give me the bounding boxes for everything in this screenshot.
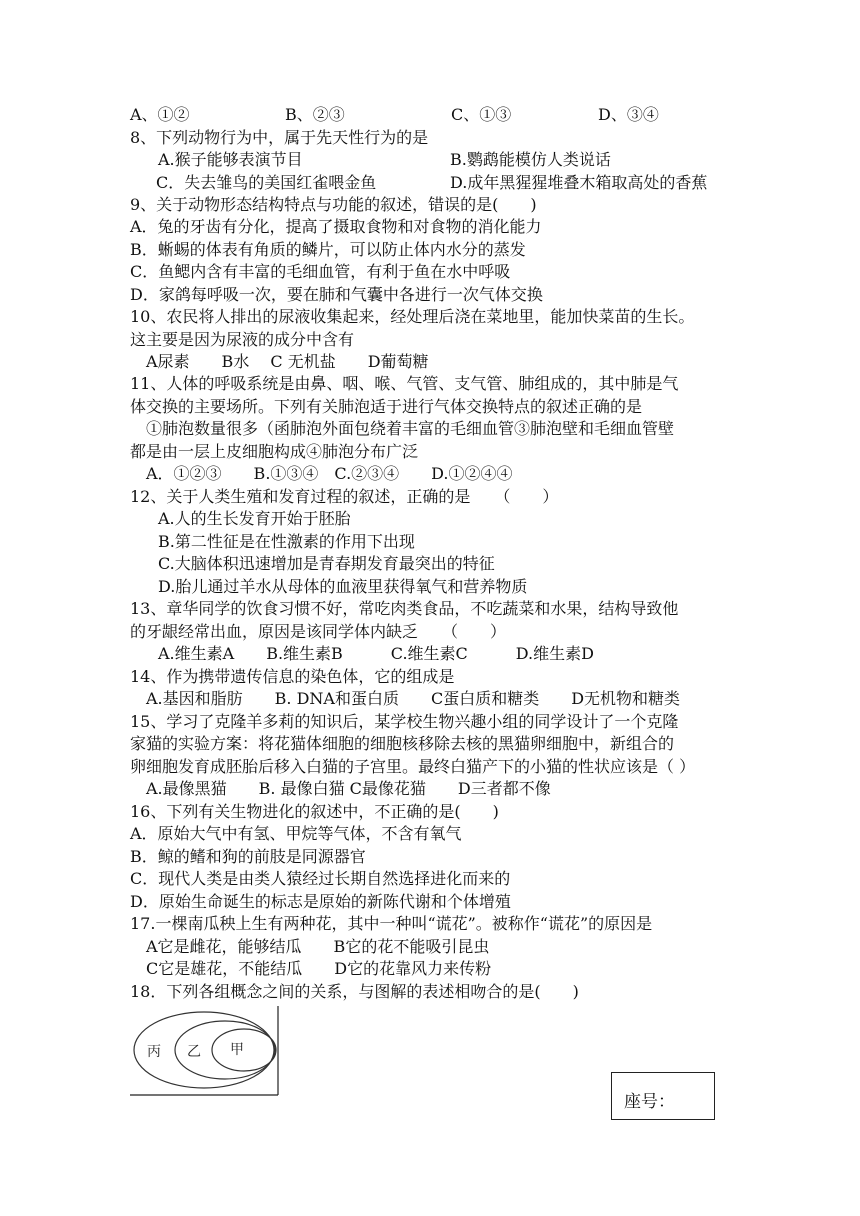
concept-nesting-diagram xyxy=(130,1004,280,1096)
q7-option-c: C、①③ xyxy=(451,105,512,124)
q12-option-b: B.第二性征是在性激素的作用下出现 xyxy=(158,532,415,551)
q13-line-2: 的牙龈经常出血，原因是该同学体内缺乏 （ ） xyxy=(130,622,507,641)
q9-option-c: C．鱼鳃内含有丰富的毛细血管，有利于鱼在水中呼吸 xyxy=(130,262,511,281)
q17-stem: 17.一棵南瓜秧上生有两种花，其中一种叫“谎花”。被称作“谎花”的原因是 xyxy=(130,914,653,933)
q8-option-a: A.猴子能够表演节目 xyxy=(158,150,303,169)
q9-option-d: D．家鸽每呼吸一次，要在肺和气囊中各进行一次气体交换 xyxy=(130,285,543,304)
q16-option-d: D．原始生命诞生的标志是原始的新陈代谢和个体增殖 xyxy=(130,892,511,911)
q11-options: A．①②③ B.①③④ C.②③④ D.①②④④ xyxy=(146,464,513,483)
q15-line-1: 15、学习了克隆羊多莉的知识后，某学校生物兴趣小组的同学设计了一个克隆 xyxy=(130,712,679,731)
q11-line-2: 体交换的主要场所。下列有关肺泡适于进行气体交换特点的叙述正确的是 xyxy=(130,397,643,416)
q16-option-c: C．现代人类是由类人猿经过长期自然选择进化而来的 xyxy=(130,869,511,888)
label-jia: 甲 xyxy=(230,1042,244,1058)
q17-options-cd: C它是雄花，不能结瓜 D它的花靠风力来传粉 xyxy=(146,959,492,978)
q17-options-ab: A它是雌花，能够结瓜 B它的花不能吸引昆虫 xyxy=(146,937,490,956)
q8-option-b: B.鹦鹉能模仿人类说话 xyxy=(450,150,611,169)
q13-line-1: 13、章华同学的饮食习惯不好，常吃肉类食品，不吃蔬菜和水果，结构导致他 xyxy=(130,599,679,618)
q12-option-c: C.大脑体积迅速增加是青春期发育最突出的特征 xyxy=(158,554,495,573)
q7-option-a: A、①② xyxy=(130,105,190,124)
label-bing: 丙 xyxy=(147,1044,161,1060)
q7-option-d: D、③④ xyxy=(598,105,659,124)
q18-stem: 18．下列各组概念之间的关系，与图解的表述相吻合的是( ) xyxy=(130,982,579,1001)
q16-option-b: B．鲸的鳍和狗的前肢是同源器官 xyxy=(130,847,366,866)
q12-option-d: D.胎儿通过羊水从母体的血液里获得氧气和营养物质 xyxy=(158,577,528,596)
q15-line-3: 卵细胞发育成胚胎后移入白猫的子宫里。最终白猫产下的小猫的性状应该是（ ） xyxy=(130,757,696,776)
inner-ellipse-jia xyxy=(212,1029,276,1071)
q9-option-b: B．蜥蜴的体表有角质的鳞片，可以防止体内水分的蒸发 xyxy=(130,240,526,259)
q15-options: A.最像黑猫 B. 最像白猫 C最像花猫 D三者都不像 xyxy=(146,779,551,798)
q15-line-2: 家猫的实验方案：将花猫体细胞的细胞核移除去核的黑猫卵细胞中，新组合的 xyxy=(130,734,675,753)
q14-options: A.基因和脂肪 B. DNA和蛋白质 C蛋白质和糖类 D无机物和糖类 xyxy=(146,689,681,708)
label-yi: 乙 xyxy=(187,1044,201,1060)
q8-stem: 8、下列动物行为中，属于先天性行为的是 xyxy=(130,128,429,147)
q10-line-1: 10、农民将人排出的尿液收集起来，经处理后浇在菜地里，能加快菜苗的生长。 xyxy=(130,307,695,326)
q13-options: A.维生素A B.维生素B C.维生素C D.维生素D xyxy=(158,644,594,663)
q16-option-a: A．原始大气中有氢、甲烷等气体，不含有氧气 xyxy=(130,824,462,843)
q12-stem: 12、关于人类生殖和发育过程的叙述，正确的是 （ ） xyxy=(130,487,559,506)
q8-option-d: D.成年黑猩猩堆叠木箱取高处的香蕉 xyxy=(450,173,708,192)
q9-stem: 9、关于动物形态结构特点与功能的叙述，错误的是( ) xyxy=(130,195,537,214)
q9-option-a: A．兔的牙齿有分化，提高了摄取食物和对食物的消化能力 xyxy=(130,217,542,236)
q11-line-1: 11、人体的呼吸系统是由鼻、咽、喉、气管、支气管、肺组成的，其中肺是气 xyxy=(130,374,679,393)
q11-line-4: 都是由一层上皮细胞构成④肺泡分布广泛 xyxy=(130,442,419,461)
q7-option-b: B、②③ xyxy=(285,105,345,124)
q11-line-3: ①肺泡数量很多（函肺泡外面包绕着丰富的毛细血管③肺泡壁和毛细血管壁 xyxy=(146,419,675,438)
q12-option-a: A.人的生长发育开始于胚胎 xyxy=(158,509,351,528)
seat-number-label: 座号： xyxy=(624,1092,675,1112)
seat-number-box xyxy=(611,1072,715,1120)
q10-options: A尿素 B水 C 无机盐 D葡萄糖 xyxy=(146,352,429,371)
q8-option-c: C．失去雏鸟的美国红雀喂金鱼 xyxy=(156,173,377,192)
q14-stem: 14、作为携带遗传信息的染色体，它的组成是 xyxy=(130,667,455,686)
q10-line-2: 这主要是因为尿液的成分中含有 xyxy=(130,330,355,349)
q16-stem: 16、下列有关生物进化的叙述中，不正确的是( ) xyxy=(130,802,499,821)
